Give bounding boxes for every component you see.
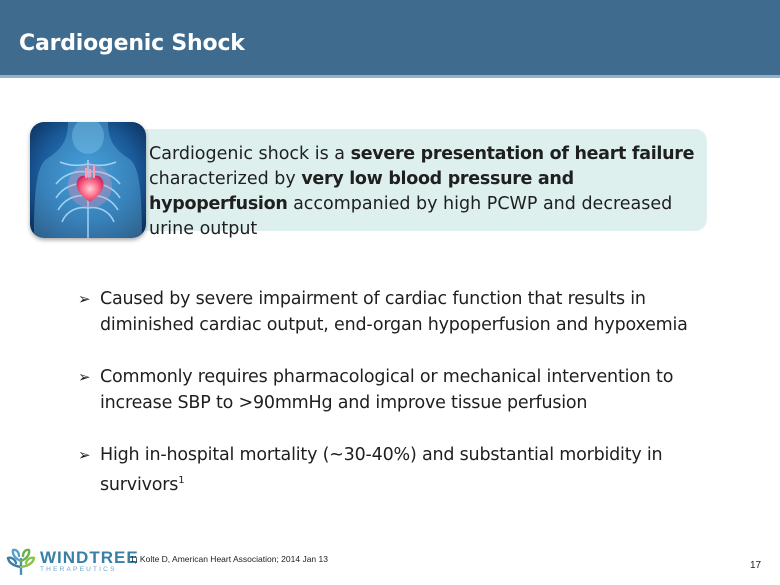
windtree-tree-icon <box>6 547 36 575</box>
bullet-text: Caused by severe impairment of cardiac function that results in diminished cardiac output, end-organ hypoperfusion and hypoxemia <box>100 289 688 335</box>
arrow-bullet-icon: ➢ <box>78 446 91 464</box>
bullet-item <box>78 364 738 416</box>
bullet-text: Commonly requires pharmacological or mechanical intervention to increase SBP to >90mmHg and improve tissue perfusion <box>100 367 674 413</box>
page-number: 17 <box>750 560 762 571</box>
header-divider <box>0 75 780 78</box>
bullet-text: High in-hospital mortality (~30-40%) and substantial morbidity in survivors <box>100 445 663 495</box>
footnote-marker: 1 <box>178 475 185 486</box>
definition-prefix: Cardiogenic shock is a <box>149 144 351 164</box>
definition-bold-2: very low blood pressure and hypoperfusion <box>149 169 574 214</box>
definition-suffix: accompanied by high PCWP and decreased urine output <box>149 194 673 239</box>
definition-text <box>149 142 709 242</box>
arrow-bullet-icon: ➢ <box>78 368 91 386</box>
heart-anatomy-icon <box>30 122 146 238</box>
bullet-list <box>78 286 738 524</box>
bullet-item <box>78 442 738 498</box>
footnote: 1) Kolte D, American Heart Association; 2014 Jan 13 <box>130 554 328 564</box>
definition-bold-1: severe presentation of heart failure <box>350 144 695 164</box>
bullet-item <box>78 286 738 338</box>
logo-name: WINDTREE <box>40 547 139 567</box>
windtree-logo <box>6 547 139 575</box>
page-title: Cardiogenic Shock <box>19 31 245 56</box>
definition-mid: characterized by <box>149 169 302 189</box>
arrow-bullet-icon: ➢ <box>78 290 91 308</box>
logo-subtitle: THERAPEUTICS <box>40 565 117 573</box>
